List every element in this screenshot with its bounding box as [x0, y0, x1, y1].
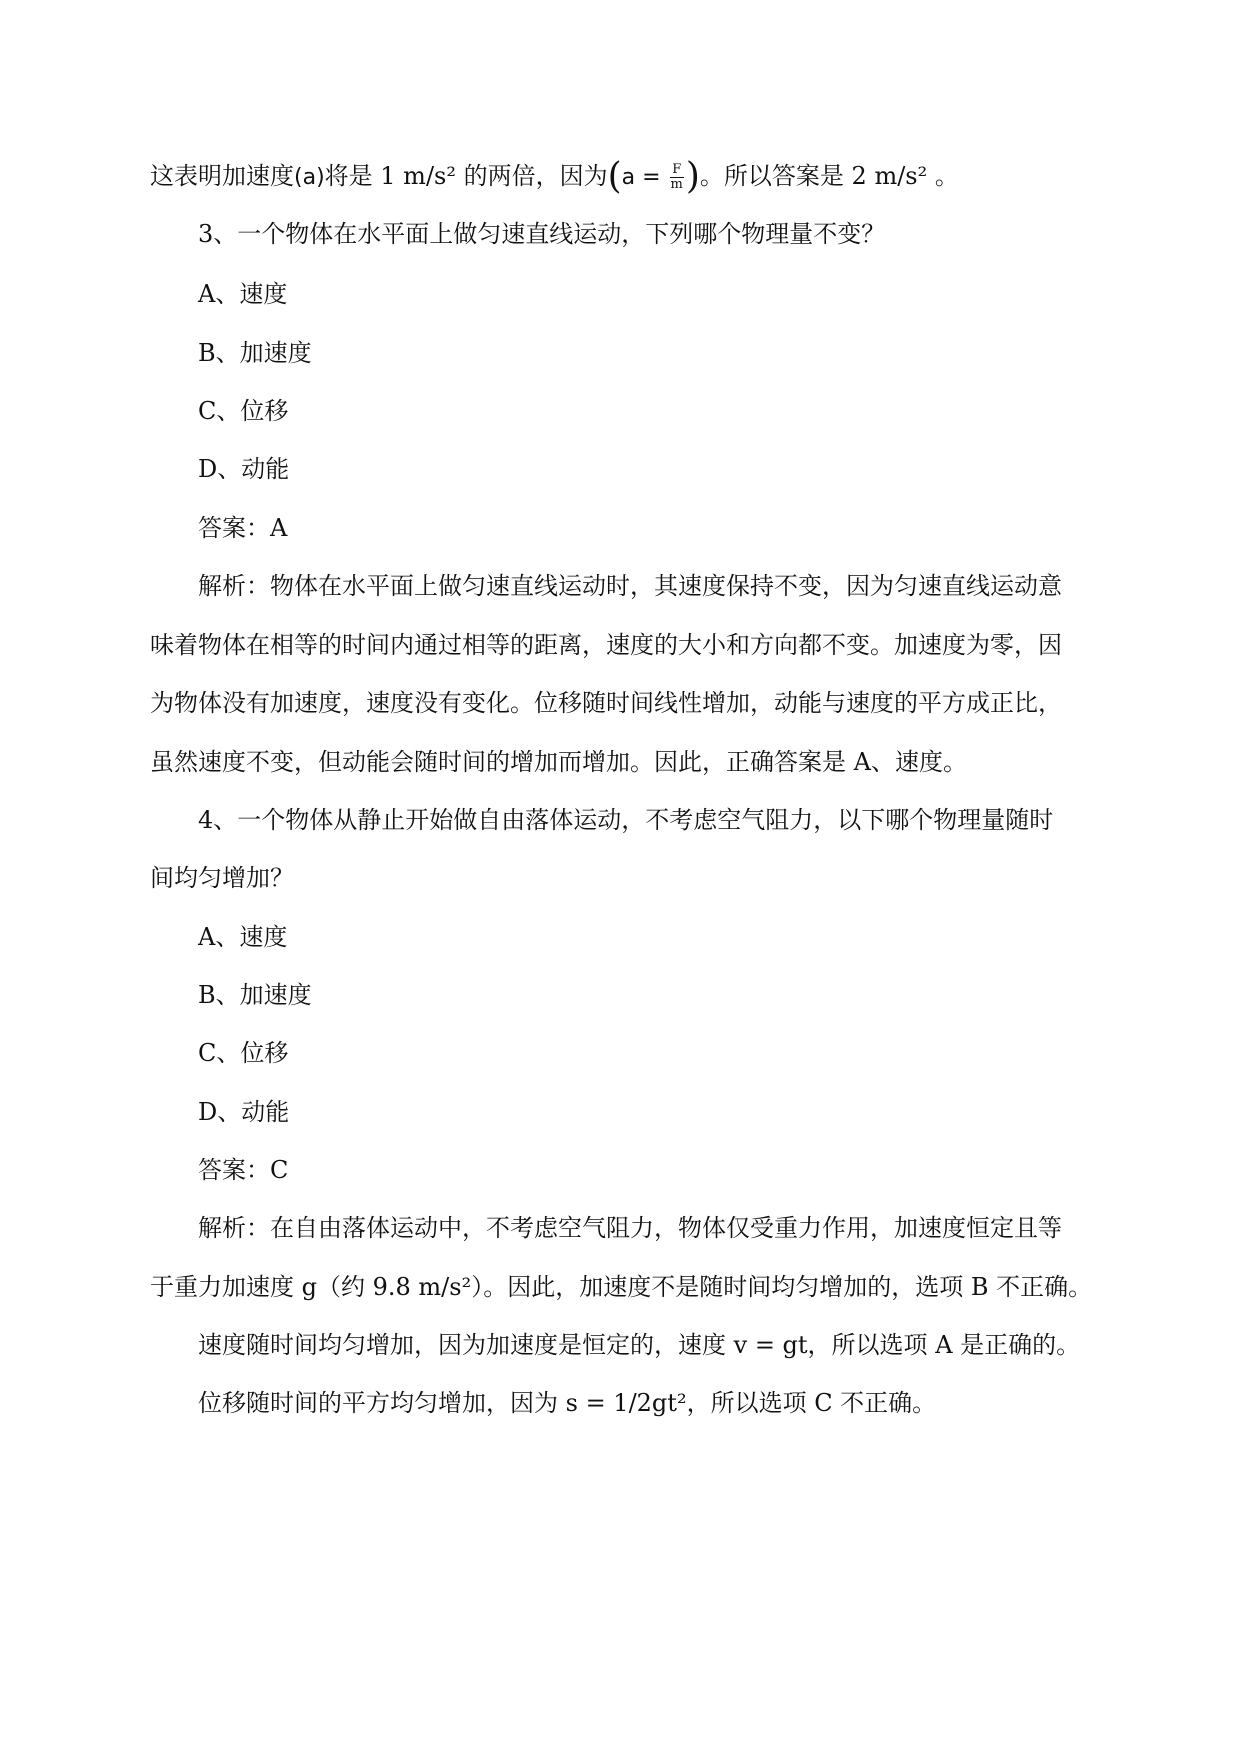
q4-option-b: B、加速度: [198, 981, 312, 1009]
intro-line: [150, 156, 1110, 197]
q4-explanation-line-3: 速度随时间均匀增加，因为加速度是恒定的，速度 v = gt，所以选项 A 是正确的。: [198, 1331, 1081, 1359]
q3-option-a: A、速度: [198, 280, 288, 308]
q3-explanation-line-1: 解析：物体在水平面上做匀速直线运动时，其速度保持不变，因为匀速直线运动意: [198, 572, 1062, 600]
q3-option-c: C、位移: [198, 397, 289, 425]
q4-explanation-line-2: 于重力加速度 g（约 9.8 m/s²）。因此，加速度不是随时间均匀增加的，选项 B 不正确。: [150, 1273, 1093, 1301]
q4-answer: 答案：C: [198, 1156, 289, 1184]
q4-question-line-2: 间均匀增加？: [150, 864, 294, 892]
q3-explanation-line-4: 虽然速度不变，但动能会随时间的增加而增加。因此，正确答案是 A、速度。: [150, 748, 967, 776]
intro-text-2: 将是 1 m/s² 的两倍，因为: [324, 162, 608, 190]
q4-option-d: D、动能: [198, 1098, 290, 1126]
fraction-numerator: F: [670, 163, 684, 178]
paren-close: ): [685, 156, 700, 197]
fraction-f-over-m: [670, 163, 684, 192]
intro-text-1: 这表明加速度: [150, 162, 294, 190]
q4-option-c: C、位移: [198, 1039, 289, 1067]
paren-open: (: [607, 156, 622, 197]
q3-explanation-line-3: 为物体没有加速度，速度没有变化。位移随时间线性增加，动能与速度的平方成正比，: [150, 689, 1062, 717]
q4-explanation-line-1: 解析：在自由落体运动中，不考虑空气阻力，物体仅受重力作用，加速度恒定且等: [198, 1214, 1062, 1242]
var-a: (a): [294, 165, 325, 190]
q3-answer: 答案：A: [198, 514, 288, 542]
q3-option-d: D、动能: [198, 455, 290, 483]
q4-explanation-line-4: 位移随时间的平方均匀增加，因为 s = 1/2gt²，所以选项 C 不正确。: [198, 1389, 937, 1417]
q3-option-b: B、加速度: [198, 339, 312, 367]
q4-option-a: A、速度: [198, 923, 288, 951]
fraction-denominator: m: [670, 177, 683, 192]
intro-text-3: 。所以答案是 2 m/s² 。: [699, 162, 959, 190]
q3-explanation-line-2: 味着物体在相等的时间内通过相等的距离，速度的大小和方向都不变。加速度为零，因: [150, 631, 1062, 659]
formula-lhs: a =: [621, 165, 668, 190]
q4-question-line-1: 4、一个物体从静止开始做自由落体运动，不考虑空气阻力，以下哪个物理量随时: [198, 806, 1054, 834]
q3-question: 3、一个物体在水平面上做匀速直线运动，下列哪个物理量不变？: [198, 220, 886, 248]
